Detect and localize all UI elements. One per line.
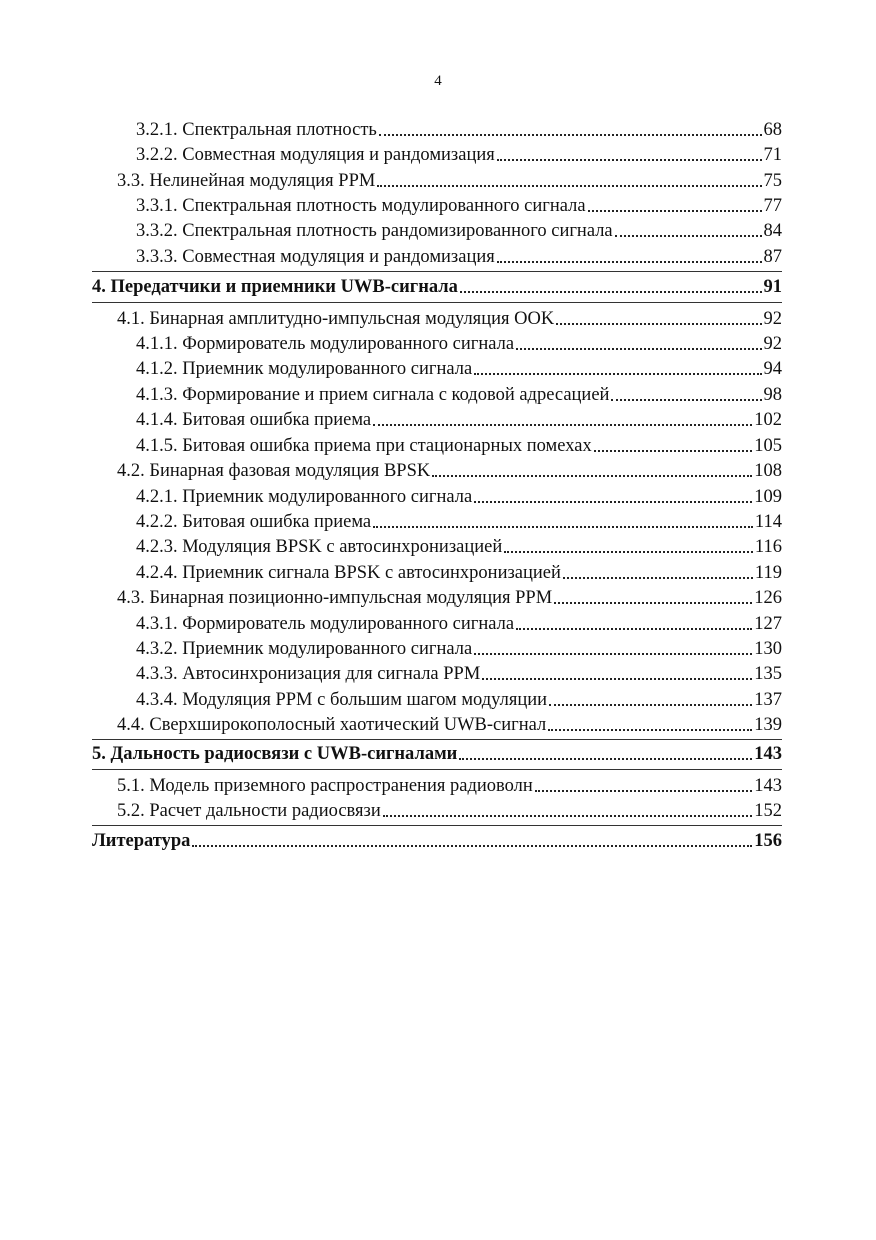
dot-leader	[554, 602, 752, 604]
toc-entry-title: 3.3. Нелинейная модуляция PPM	[117, 171, 376, 191]
toc-entry-page: 84	[763, 221, 782, 241]
dot-leader	[497, 159, 762, 161]
toc-entry-page: 98	[763, 385, 782, 405]
toc-entry-title: 4.1.3. Формирование и прием сигнала с кодовой адресацией	[136, 385, 610, 405]
toc-entry[interactable]	[136, 612, 782, 636]
toc-entry-title: 5. Дальность радиосвязи с UWB-сигналами	[92, 744, 458, 764]
toc-entry-page: 143	[754, 776, 782, 796]
dot-leader	[460, 291, 762, 293]
dot-leader	[516, 348, 761, 350]
toc-entry-page: 143	[754, 744, 782, 764]
toc-chapter-entry[interactable]	[92, 829, 782, 853]
toc-entry[interactable]	[136, 219, 782, 243]
dot-leader	[432, 475, 752, 477]
toc-entry-page: 135	[754, 664, 782, 684]
dot-leader	[482, 678, 752, 680]
dot-leader	[556, 323, 761, 325]
toc-entry[interactable]	[136, 535, 782, 559]
toc-entry[interactable]	[117, 459, 782, 483]
toc-entry[interactable]	[136, 143, 782, 167]
toc-entry-page: 130	[754, 639, 782, 659]
toc-entry-title: Литература	[92, 831, 191, 851]
toc-entry-page: 71	[763, 145, 782, 165]
toc-entry[interactable]	[136, 637, 782, 661]
dot-leader	[611, 399, 761, 401]
dot-leader	[459, 758, 752, 760]
toc-entry-title: 4.2.2. Битовая ошибка приема	[136, 512, 372, 532]
dot-leader	[379, 134, 762, 136]
toc-entry[interactable]	[117, 586, 782, 610]
toc-entry[interactable]	[136, 332, 782, 356]
toc-entry[interactable]	[136, 688, 782, 712]
toc-entry-title: 4.1.4. Битовая ошибка приема	[136, 410, 372, 430]
toc-entry-page: 114	[754, 512, 782, 532]
toc-entry-title: 4.2.3. Модуляция BPSK с автосинхронизацией	[136, 537, 503, 557]
dot-leader	[588, 210, 762, 212]
toc-entry-title: 4.1.1. Формирователь модулированного сигнала	[136, 334, 515, 354]
toc-entry-page: 156	[754, 831, 782, 851]
toc-entry-title: 4.3.1. Формирователь модулированного сигнала	[136, 614, 515, 634]
section-divider	[92, 271, 782, 272]
section-divider	[92, 825, 782, 826]
dot-leader	[377, 185, 761, 187]
dot-leader	[594, 450, 753, 452]
dot-leader	[383, 815, 753, 817]
toc-entry[interactable]	[117, 307, 782, 331]
toc-entry-page: 105	[754, 436, 782, 456]
dot-leader	[474, 653, 752, 655]
dot-leader	[474, 373, 761, 375]
toc-entry-title: 4.4. Сверхширокополосный хаотический UWB-сигнал	[117, 715, 547, 735]
dot-leader	[497, 261, 762, 263]
dot-leader	[615, 235, 762, 237]
dot-leader	[504, 551, 753, 553]
toc-entry-page: 116	[754, 537, 782, 557]
toc-entry-page: 87	[763, 247, 782, 267]
toc-chapter-entry[interactable]	[92, 742, 782, 766]
toc-entry-page: 127	[754, 614, 782, 634]
toc-entry-title: 4.2.4. Приемник сигнала BPSK с автосинхронизацией	[136, 563, 561, 583]
toc-entry[interactable]	[117, 774, 782, 798]
toc-entry-title: 4.2.1. Приемник модулированного сигнала	[136, 487, 473, 507]
toc-entry-title: 4.1.2. Приемник модулированного сигнала	[136, 359, 473, 379]
toc-entry-title: 4. Передатчики и приемники UWB-сигнала	[92, 277, 458, 297]
toc-entry[interactable]	[136, 357, 782, 381]
toc-entry-page: 139	[754, 715, 782, 735]
page-number: 4	[434, 73, 442, 89]
toc-entry[interactable]	[136, 194, 782, 218]
section-divider	[92, 302, 782, 303]
dot-leader	[549, 704, 752, 706]
toc-entry-page: 68	[763, 120, 782, 140]
dot-leader	[548, 729, 752, 731]
toc-entry-title: 4.1. Бинарная амплитудно-импульсная модуляция OOK	[117, 309, 555, 329]
toc-entry[interactable]	[136, 245, 782, 269]
toc-entry-title: 3.3.2. Спектральная плотность рандомизированного сигнала	[136, 221, 613, 241]
toc-entry[interactable]	[136, 118, 782, 142]
toc-entry[interactable]	[136, 434, 782, 458]
toc-entry-page: 92	[763, 334, 782, 354]
toc-entry-title: 3.2.2. Совместная модуляция и рандомизация	[136, 145, 495, 165]
dot-leader	[373, 526, 753, 528]
toc-entry-page: 137	[754, 690, 782, 710]
dot-leader	[373, 424, 752, 426]
toc-entry[interactable]	[136, 662, 782, 686]
toc-entry-title: 3.2.1. Спектральная плотность	[136, 120, 377, 140]
toc-entry-page: 126	[754, 588, 782, 608]
toc-entry-page: 92	[763, 309, 782, 329]
toc-entry-title: 4.3.3. Автосинхронизация для сигнала PPM	[136, 664, 481, 684]
toc-entry[interactable]	[136, 408, 782, 432]
toc-entry[interactable]	[136, 561, 782, 585]
toc-chapter-entry[interactable]	[92, 275, 782, 299]
dot-leader	[563, 577, 753, 579]
toc-entry-page: 119	[754, 563, 782, 583]
toc-entry-title: 3.3.1. Спектральная плотность модулированного сигнала	[136, 196, 586, 216]
dot-leader	[192, 845, 752, 847]
toc-entry-title: 3.3.3. Совместная модуляция и рандомизация	[136, 247, 495, 267]
dot-leader	[516, 628, 752, 630]
toc-entry[interactable]	[136, 510, 782, 534]
toc-entry-page: 91	[763, 277, 782, 297]
toc-entry[interactable]	[136, 383, 782, 407]
dot-leader	[535, 790, 752, 792]
toc-entry-title: 4.1.5. Битовая ошибка приема при стационарных помехах	[136, 436, 592, 456]
toc-entry-title: 4.3.2. Приемник модулированного сигнала	[136, 639, 473, 659]
toc-entry[interactable]	[117, 169, 782, 193]
toc-entry[interactable]	[117, 713, 782, 737]
toc-entry-page: 152	[754, 801, 782, 821]
toc-entry-page: 75	[763, 171, 782, 191]
dot-leader	[474, 501, 752, 503]
toc-entry-page: 94	[763, 359, 782, 379]
section-divider	[92, 739, 782, 740]
toc-entry-title: 5.2. Расчет дальности радиосвязи	[117, 801, 381, 821]
toc-entry-page: 108	[754, 461, 782, 481]
toc-entry-page: 102	[754, 410, 782, 430]
toc-entry[interactable]	[117, 799, 782, 823]
toc-entry-title: 4.3.4. Модуляция PPM с большим шагом модуляции	[136, 690, 548, 710]
toc-entry-page: 77	[763, 196, 782, 216]
section-divider	[92, 769, 782, 770]
toc-entry-title: 5.1. Модель приземного распространения радиоволн	[117, 776, 533, 796]
toc-entry-page: 109	[754, 487, 782, 507]
toc-entry[interactable]	[136, 485, 782, 509]
toc-entry-title: 4.3. Бинарная позиционно-импульсная модуляция PPM	[117, 588, 553, 608]
toc-entry-title: 4.2. Бинарная фазовая модуляция BPSK	[117, 461, 431, 481]
